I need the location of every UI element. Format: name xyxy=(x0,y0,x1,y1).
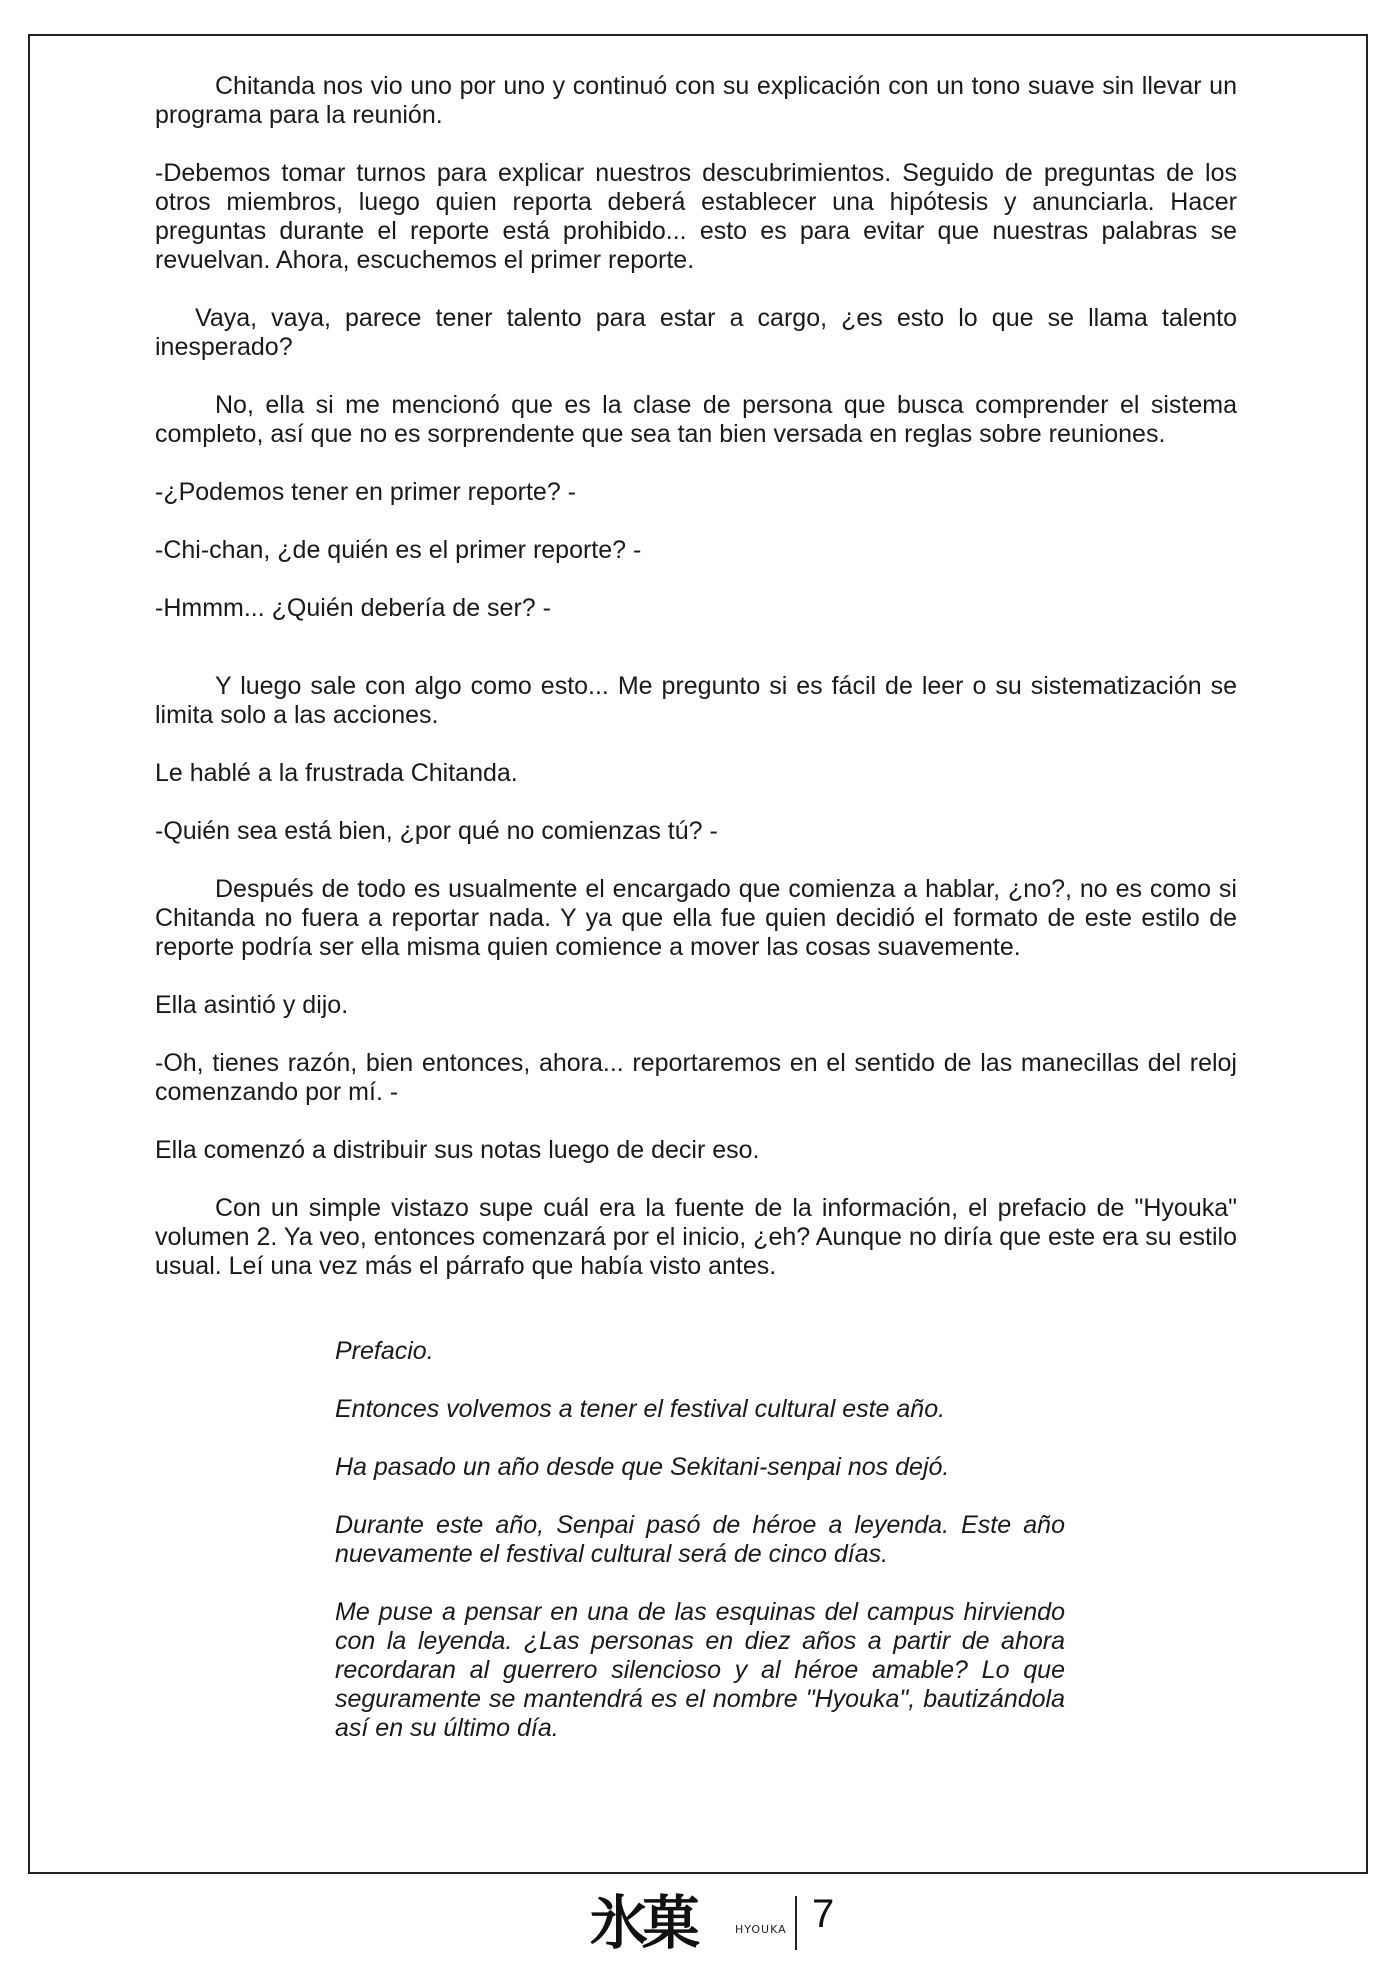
paragraph: -Oh, tienes razón, bien entonces, ahora... reportaremos en el sentido de las manecillas del reloj comenzando por mí. - xyxy=(155,1049,1237,1106)
page-frame xyxy=(28,34,1368,1874)
paragraph: Y luego sale con algo como esto... Me pregunto si es fácil de leer o su sistematización se limita solo a las acciones. xyxy=(155,672,1237,729)
quote-paragraph: Durante este año, Senpai pasó de héroe a leyenda. Este año nuevamente el festival cultural será de cinco días. xyxy=(335,1511,1065,1568)
page-footer xyxy=(0,1878,1400,1978)
paragraph: Ella comenzó a distribuir sus notas luego de decir eso. xyxy=(155,1136,760,1164)
quote-paragraph: Me puse a pensar en una de las esquinas del campus hirviendo con la leyenda. ¿Las personas en diez años a partir de ahora recordaran al guerrero silencioso y al héroe amable? Lo que seguramente se mantendrá es el nombre "Hyouka", bautizándola así en su último día. xyxy=(335,1598,1065,1742)
hyouka-logo: 氷菓 xyxy=(590,1889,695,1957)
quote-paragraph: Prefacio. xyxy=(335,1337,434,1365)
paragraph: Chitanda nos vio uno por uno y continuó con su explicación con un tono suave sin llevar un programa para la reunión. xyxy=(155,72,1237,129)
paragraph: Con un simple vistazo supe cuál era la fuente de la información, el prefacio de "Hyouka" volumen 2. Ya veo, entonces comenzará por el inicio, ¿eh? Aunque no diría que este era su estilo usual. Leí una vez más el párrafo que había visto antes. xyxy=(155,1194,1237,1280)
paragraph: -Chi-chan, ¿de quién es el primer reporte? - xyxy=(155,536,642,564)
paragraph: -Hmmm... ¿Quién debería de ser? - xyxy=(155,594,551,622)
paragraph: Después de todo es usualmente el encargado que comienza a hablar, ¿no?, no es como si Chitanda no fuera a reportar nada. Y ya que ella fue quien decidió el formato de este estilo de reporte podría ser ella misma quien comience a mover las cosas suavemente. xyxy=(155,875,1237,961)
quote-paragraph: Ha pasado un año desde que Sekitani-senpai nos dejó. xyxy=(335,1453,950,1481)
paragraph: Ella asintió y dijo. xyxy=(155,991,349,1019)
page-number: 7 xyxy=(812,1892,835,1936)
footer-divider xyxy=(795,1896,797,1950)
paragraph: -Debemos tomar turnos para explicar nuestros descubrimientos. Seguido de preguntas de los otros miembros, luego quien reporta deberá establecer una hipótesis y anunciarla. Hacer preguntas durante el reporte está prohibido... esto es para evitar que nuestras palabras se revuelvan. Ahora, escuchemos el primer reporte. xyxy=(155,159,1237,274)
paragraph: -Quién sea está bien, ¿por qué no comienzas tú? - xyxy=(155,817,718,845)
paragraph: No, ella si me mencionó que es la clase de persona que busca comprender el sistema completo, así que no es sorprendente que sea tan bien versada en reglas sobre reuniones. xyxy=(155,391,1237,448)
paragraph: -¿Podemos tener en primer reporte? - xyxy=(155,478,577,506)
paragraph: Le hablé a la frustrada Chitanda. xyxy=(155,759,518,787)
paragraph: Vaya, vaya, parece tener talento para estar a cargo, ¿es esto lo que se llama talento inesperado? xyxy=(155,304,1237,361)
logo-subtitle: HYOUKA xyxy=(735,1923,787,1936)
quoted-preface xyxy=(335,1337,1065,1743)
quote-paragraph: Entonces volvemos a tener el festival cultural este año. xyxy=(335,1395,946,1423)
document-body xyxy=(155,72,1237,1772)
